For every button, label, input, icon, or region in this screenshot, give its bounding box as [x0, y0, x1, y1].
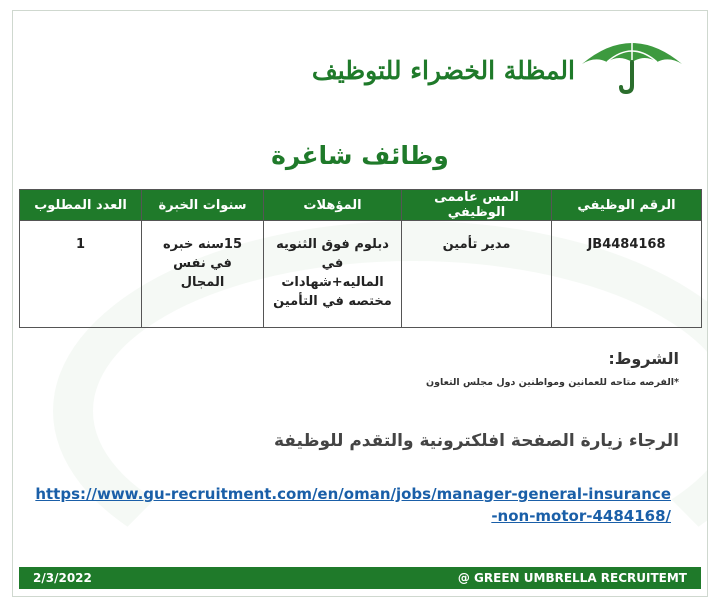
header-experience: سنوات الخبرة — [142, 190, 264, 221]
header-job-title: المس عاممى الوظيفي — [402, 190, 552, 221]
table-row — [20, 221, 702, 328]
cell-job-id: JB4484168 — [552, 221, 702, 328]
cell-job-title: مدير تأمين — [402, 221, 552, 328]
conditions-heading: الشروط: — [608, 349, 679, 368]
job-posting-card — [12, 10, 708, 597]
footer-credit: @ GREEN UMBRELLA RECRUITEMT — [457, 571, 687, 585]
conditions-text: *الفرصه متاحه للعمانين ومواطنين دول مجلس التعاون — [426, 377, 679, 388]
brand-name: المظلة الخضراء للتوظيف — [311, 55, 575, 85]
cell-qualifications: دبلوم فوق الثنويه في الماليه+شهادات مختصه في التأمين — [264, 221, 402, 328]
table-header-row — [20, 190, 702, 221]
footer-date: 2/3/2022 — [33, 571, 92, 585]
visit-instruction: الرجاء زيارة الصفحة افلكترونية والتقدم للوظيفة — [273, 431, 679, 451]
page-title: وظائف شاغرة — [271, 141, 449, 170]
header-count: العدد المطلوب — [20, 190, 142, 221]
job-application-link[interactable]: https://www.gu-recruitment.com/en/oman/jobs/manager-general-insurance-non-motor-4484168/ — [35, 485, 671, 525]
cell-experience: 15سنه خبره في نفس المجال — [142, 221, 264, 328]
header-qualifications: المؤهلات — [264, 190, 402, 221]
green-umbrella-icon — [577, 30, 687, 94]
jobs-table — [19, 189, 702, 328]
footer-bar — [19, 567, 701, 589]
brand-logo — [312, 27, 687, 97]
cell-count: 1 — [20, 221, 142, 328]
header-job-id: الرقم الوظيفي — [552, 190, 702, 221]
